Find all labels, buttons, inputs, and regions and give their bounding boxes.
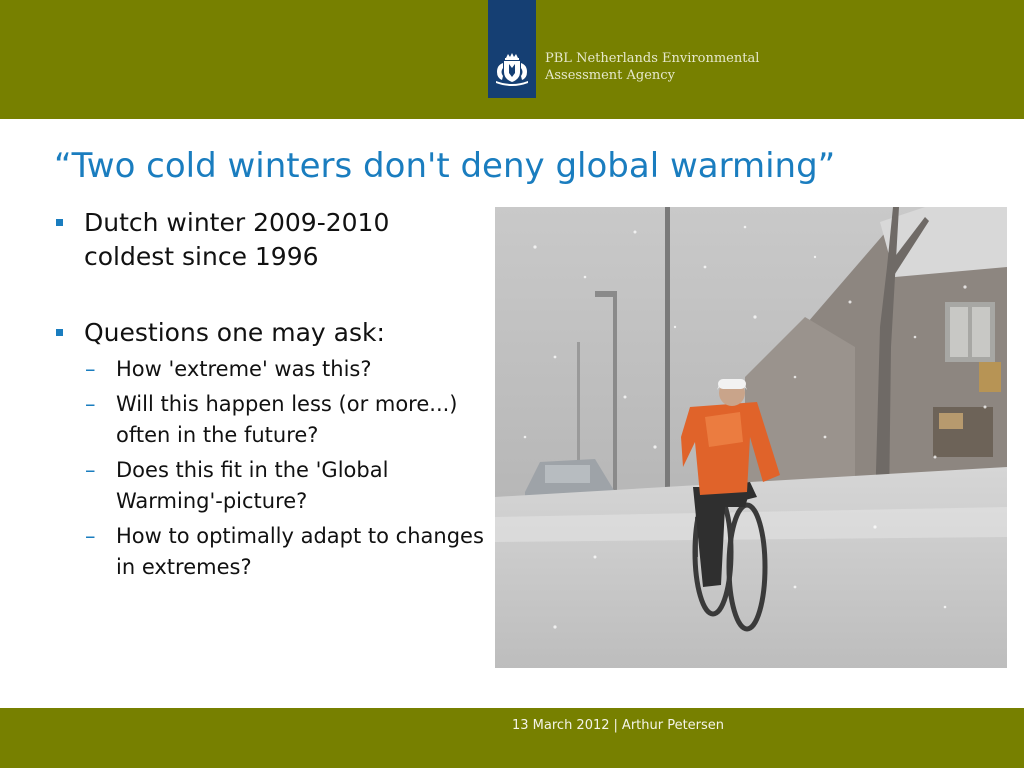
footer-separator: | <box>613 718 618 733</box>
sub-bullet-text: Will this happen less (or more...) often in the future? <box>116 392 458 447</box>
dash-icon: – <box>85 392 96 416</box>
sub-bullet-text: How 'extreme' was this? <box>116 357 372 381</box>
dash-icon: – <box>85 524 96 548</box>
bullet-list <box>55 206 485 587</box>
sub-bullet-list <box>55 354 485 583</box>
bullet-text: Dutch winter 2009-2010 coldest since 1996 <box>84 208 390 271</box>
coat-of-arms-icon <box>490 52 534 86</box>
sub-bullet-item <box>55 521 485 583</box>
footer-author: Arthur Petersen <box>621 718 725 733</box>
sub-bullet-text: Does this fit in the 'Global Warming'-picture? <box>116 458 389 513</box>
bullet-item <box>55 316 485 350</box>
slide-title: “Two cold winters don't deny global warming” <box>54 146 836 186</box>
footer-bar <box>0 708 1024 768</box>
org-name <box>545 50 759 84</box>
sub-bullet-item <box>55 455 485 517</box>
sub-bullet-item <box>55 354 485 385</box>
bullet-square-icon <box>56 329 63 336</box>
logo-block <box>488 0 536 98</box>
dash-icon: – <box>85 458 96 482</box>
bullet-item <box>55 206 485 274</box>
footer-text <box>512 718 724 733</box>
org-name-line2: Assessment Agency <box>545 68 675 83</box>
bullet-text: Questions one may ask: <box>84 318 385 347</box>
dash-icon: – <box>85 357 96 381</box>
sub-bullet-item <box>55 389 485 451</box>
bullet-square-icon <box>56 219 63 226</box>
org-name-line1: PBL Netherlands Environmental <box>545 51 760 66</box>
snowy-street-cyclist-photo <box>495 207 1007 668</box>
sub-bullet-text: How to optimally adapt to changes in extremes? <box>116 524 484 579</box>
footer-date: 13 March 2012 <box>512 718 610 733</box>
